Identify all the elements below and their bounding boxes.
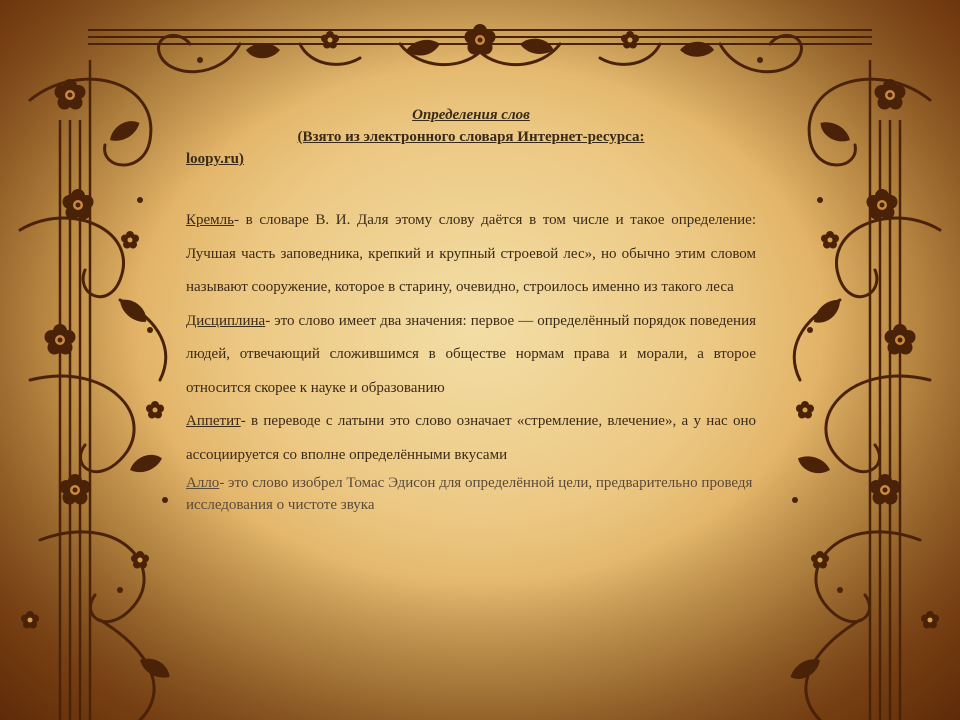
page-title: Определения слов [412,107,530,123]
term-kreml: Кремль [186,212,234,228]
term-allo: Алло [186,475,220,491]
definition-kreml: - в словаре В. И. Даля этому слову даётся в том числе и такое определение: Лучшая часть заповедника, крепкий и крупный строевой лес», но обычно этим словом называют сооружение, которое в старину, очевидно, строилось именно из такого леса [186,212,756,295]
term-appetite: Аппетит [186,413,241,429]
source-site-link[interactable]: loopy.ru) [186,151,244,167]
source-note: (Взято из электронного словаря Интернет-ресурса: [297,129,645,145]
definition-appetite: - в переводе с латыни это слово означает «стремление, влечение», а у нас оно ассоциируется со вполне определёнными вкусами [186,413,756,463]
entry-discipline [186,305,756,406]
definitions-content [186,104,756,516]
definition-discipline: - это слово имеет два значения: первое — определённый порядок поведения людей, отвечающий сложившимся в обществе нормам права и морали, а второе относится скорее к науке и образованию [186,312,756,396]
definition-allo: - это слово изобрел Томас Эдисон для определённой цели, предварительно проведя исследования о чистоте звука [186,475,753,513]
term-discipline: Дисциплина [186,312,266,329]
entry-appetite [186,405,756,472]
entry-allo [186,472,756,516]
entry-kreml [186,204,756,305]
